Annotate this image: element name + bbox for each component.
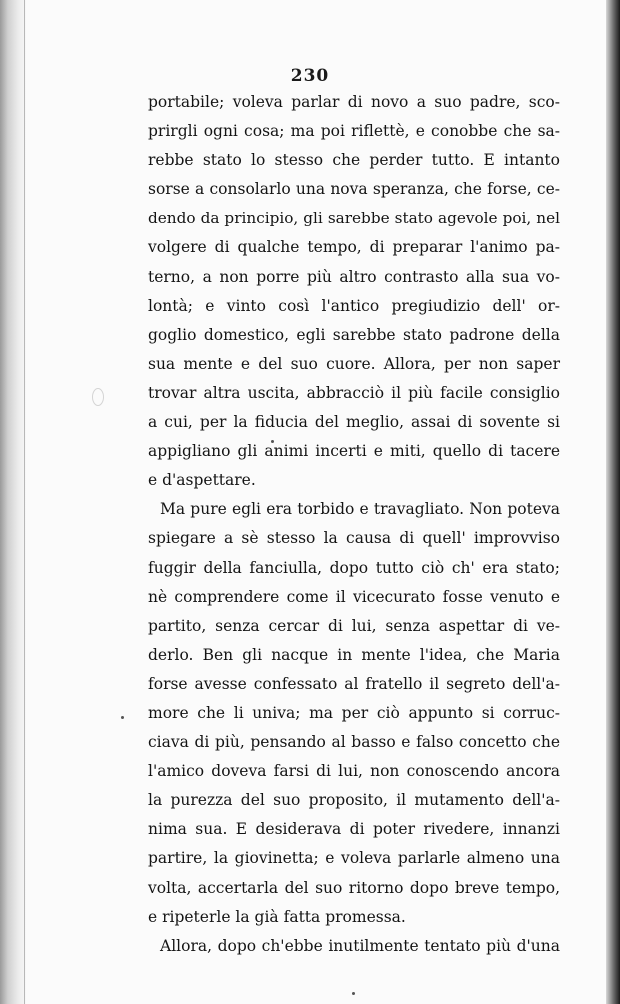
text-line: partire, la giovinetta; e voleva parlarle almeno una (148, 849, 560, 868)
text-line: a cui, per la fiducia del meglio, assai di sovente si (148, 413, 560, 432)
text-line: forse avesse confessato al fratello il segreto dell'a- (148, 674, 560, 693)
text-line: fuggir della fanciulla, dopo tutto ciò ch' era stato; (148, 558, 560, 577)
ink-speck (352, 992, 355, 995)
text-line: rebbe stato lo stesso che perder tutto. E intanto (148, 151, 560, 170)
paragraph-start-line: Allora, dopo ch'ebbe inutilmente tentato più d'una (160, 936, 560, 955)
text-line: trovar altra uscita, abbracciò il più facile consiglio (148, 383, 560, 402)
page-edge-shadow (606, 0, 620, 1004)
text-line: lontà; e vinto così l'antico pregiudizio dell' or- (148, 296, 560, 315)
binding-shadow (0, 0, 26, 1004)
text-line: nima sua. E desiderava di poter rivedere, innanzi (148, 820, 560, 839)
text-line: dendo da principio, gli sarebbe stato agevole poi, nel (148, 209, 560, 228)
text-line: derlo. Ben gli nacque in mente l'idea, che Maria (148, 645, 560, 664)
body-text (148, 88, 560, 961)
text-line: la purezza del suo proposito, il mutamento dell'a- (148, 791, 560, 810)
paragraph-start-line: Ma pure egli era torbido e travagliato. Non poteva (160, 500, 560, 519)
paragraph-end-line: e ripeterle la già fatta promessa. (148, 907, 406, 926)
text-line: goglio domestico, egli sarebbe stato padrone della (148, 325, 560, 344)
text-line: nè comprendere come il vicecurato fosse venuto e (148, 587, 560, 606)
text-line: sorse a consolarlo una nova speranza, che forse, ce- (148, 180, 560, 199)
paper-blemish (92, 388, 104, 406)
page-number: 230 (290, 66, 330, 86)
text-line: volgere di qualche tempo, di preparar l'animo pa- (148, 238, 560, 257)
text-line: l'amico doveva farsi di lui, non conoscendo ancora (148, 762, 560, 781)
text-line: appigliano gli animi incerti e miti, quello di tacere (148, 442, 560, 461)
text-line: volta, accertarla del suo ritorno dopo breve tempo, (148, 878, 560, 897)
text-line: ciava di più, pensando al basso e falso concetto che (148, 733, 560, 752)
text-line: terno, a non porre più altro contrasto alla sua vo- (148, 267, 560, 286)
text-line: portabile; voleva parlar di novo a suo padre, sco- (148, 93, 560, 111)
text-line: sua mente e del suo cuore. Allora, per non saper (148, 354, 560, 373)
binding-edge-line (24, 0, 25, 1004)
ink-speck (121, 716, 124, 719)
text-line: spiegare a sè stesso la causa di quell' improvviso (148, 529, 560, 548)
text-line: more che li univa; ma per ciò appunto si corruc- (148, 703, 560, 722)
text-line: prirgli ogni cosa; ma poi riflettè, e conobbe che sa- (148, 122, 560, 141)
text-line: partito, senza cercar di lui, senza aspettar di ve- (148, 616, 560, 635)
paragraph-end-line: e d'aspettare. (148, 471, 256, 490)
